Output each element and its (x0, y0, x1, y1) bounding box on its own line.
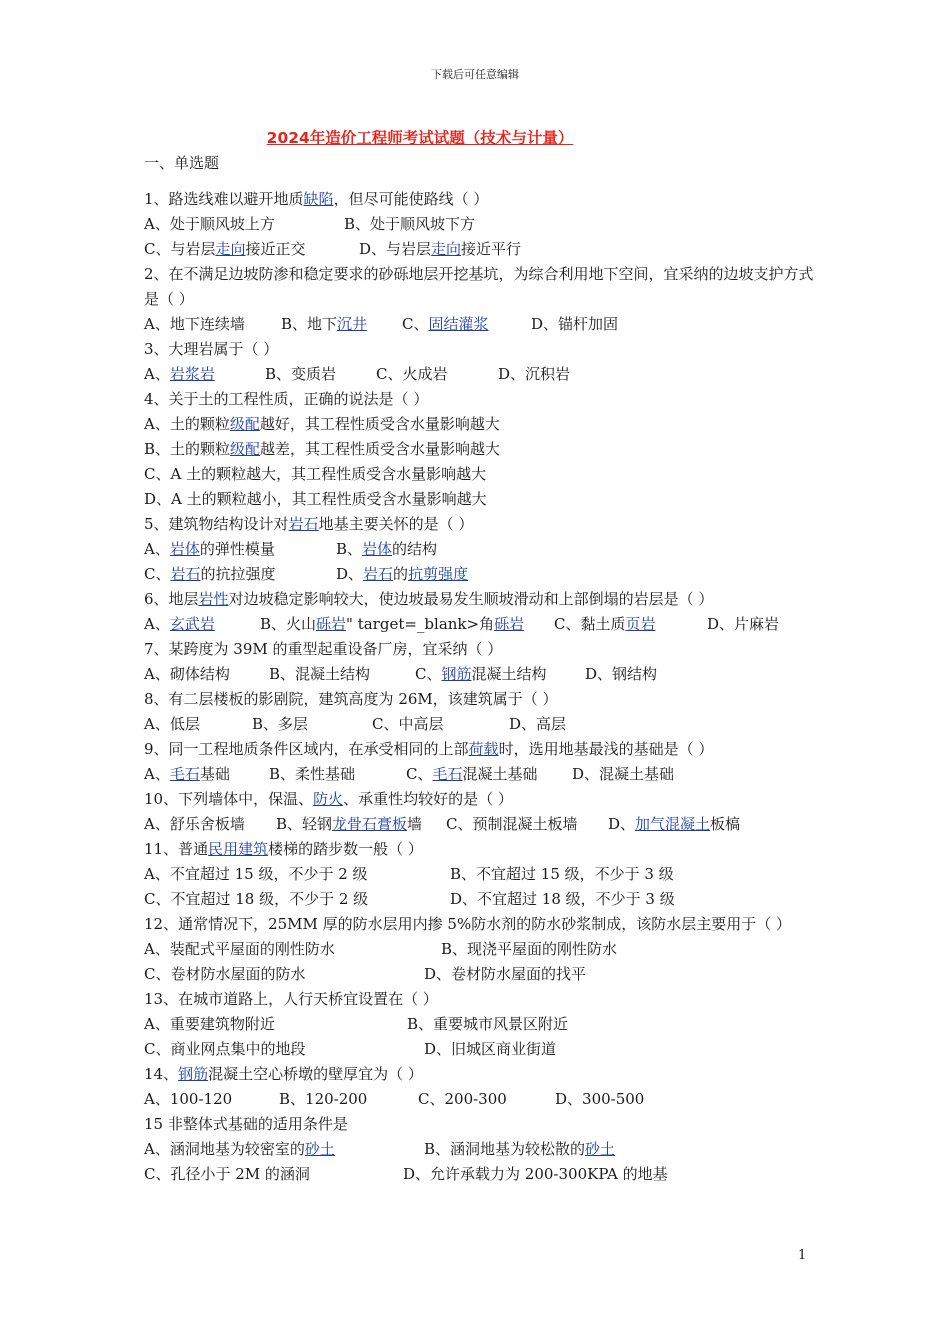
document-title-text: 2024年造价工程师考试试题（技术与计量） (266, 129, 574, 147)
answer-option (144, 662, 269, 687)
text-segment: D、 (336, 565, 364, 583)
text-segment: 混凝土结构 (471, 665, 547, 683)
answer-option (555, 1087, 644, 1112)
text-segment: 2、在不满足边坡防渗和稳定要求的砂砾地层开挖基坑，为综合利用地下空间，宜采纳的边坡支护方式是（ ） (144, 265, 814, 308)
text-segment: 楼梯的踏步数一般（ ） (268, 840, 423, 858)
answer-option (144, 237, 359, 262)
answer-option (144, 1012, 407, 1037)
text-segment: 1、路选线难以避开地质 (144, 190, 304, 208)
text-segment: B、轻钢 (276, 815, 333, 833)
text-segment: 时，选用地基最浅的基础是（ ） (498, 740, 714, 758)
answer-option (424, 1037, 556, 1062)
answer-option (144, 362, 265, 387)
text-segment: A、处于顺风坡上方 (144, 215, 275, 233)
answer-option (415, 662, 585, 687)
answer-option (144, 937, 441, 962)
answer-option (531, 312, 618, 337)
text-segment: B、现浇平屋面的刚性防水 (441, 940, 618, 958)
text-segment: D、沉积岩 (498, 365, 571, 383)
text-segment: B、涵洞地基为较松散的 (424, 1140, 586, 1158)
answer-option (144, 537, 336, 562)
answer-option (144, 762, 269, 787)
keyword-link[interactable]: 砾岩 (316, 615, 347, 633)
text-segment: 基础 (199, 765, 230, 783)
answer-option (144, 962, 424, 987)
text-segment: D、300-500 (555, 1090, 645, 1108)
text-segment: A、重要建筑物附近 (144, 1015, 275, 1033)
answer-option (441, 937, 617, 962)
answer-option (144, 212, 344, 237)
keyword-link[interactable]: 岩体 (362, 540, 393, 558)
answer-option (144, 1037, 424, 1062)
text-segment: D、锚杆加固 (531, 315, 619, 333)
page-header: 下载后可任意编辑 (431, 68, 519, 81)
text-segment: A、100-120 (144, 1090, 233, 1108)
text-segment: D、允许承载力为 200-300KPA 的地基 (403, 1165, 668, 1183)
text-segment: C、预制混凝土板墙 (446, 815, 578, 833)
answer-option (406, 762, 572, 787)
text-segment: 5、建筑物结构设计对 (144, 515, 289, 533)
answer-options-line (144, 762, 814, 787)
keyword-link[interactable]: 走向 (431, 240, 462, 258)
answer-options-line (144, 812, 814, 837)
text-segment: C、商业网点集中的地段 (144, 1040, 306, 1058)
answer-option (144, 1137, 424, 1162)
text-segment: B、变质岩 (265, 365, 337, 383)
text-segment: 6、地层 (144, 590, 199, 608)
answer-option (144, 612, 260, 637)
answer-option (585, 662, 657, 687)
keyword-link[interactable]: 级配 (230, 440, 261, 458)
answer-option (572, 762, 674, 787)
answer-option (144, 1087, 279, 1112)
question-line (144, 1062, 814, 1087)
question-line (144, 737, 814, 762)
text-segment: D、与岩层 (359, 240, 432, 258)
answer-option (269, 762, 406, 787)
text-segment: 13、在城市道路上，人行天桥宜设置在（ ） (144, 990, 438, 1008)
answer-options-line (144, 862, 814, 887)
answer-option (265, 362, 376, 387)
text-segment: C、 (402, 315, 429, 333)
text-segment: C、火成岩 (376, 365, 448, 383)
answer-options-line (144, 1087, 814, 1112)
text-segment: B、不宜超过 15 级，不少于 3 级 (450, 865, 674, 883)
text-segment: C、 (415, 665, 442, 683)
keyword-link[interactable]: 沉井 (337, 315, 368, 333)
text-segment: C、200-300 (418, 1090, 507, 1108)
question-line (144, 587, 814, 612)
document-title (0, 126, 840, 148)
answer-option (707, 612, 779, 637)
keyword-link[interactable]: 加气混凝土 (635, 815, 711, 833)
text-segment: 地基主要关怀的是（ ） (318, 515, 474, 533)
answer-options-line (144, 537, 814, 562)
question-line (144, 337, 814, 362)
keyword-link[interactable]: 民用建筑 (208, 840, 269, 858)
keyword-link[interactable]: 毛石 (169, 765, 200, 783)
question-line (144, 262, 814, 312)
answer-option (144, 312, 281, 337)
answer-options-line (144, 1137, 814, 1162)
keyword-link[interactable]: 走向 (215, 240, 246, 258)
keyword-link[interactable]: 页岩 (625, 615, 656, 633)
keyword-link[interactable]: 岩性 (198, 590, 229, 608)
text-segment: 混凝土空心桥墩的壁厚宜为（ ） (208, 1065, 423, 1083)
keyword-link[interactable]: 缺陷 (303, 190, 334, 208)
keyword-link[interactable]: 岩石 (288, 515, 319, 533)
text-segment: 混凝土基础 (462, 765, 538, 783)
text-segment: 越好，其工程性质受含水量影响越大 (259, 415, 500, 433)
text-segment: A、涵洞地基为较密室的 (144, 1140, 305, 1158)
answer-options-line (144, 1162, 814, 1187)
question-line (144, 487, 814, 512)
text-segment: C、与岩层 (144, 240, 216, 258)
answer-option (403, 1162, 668, 1187)
answer-option (144, 712, 252, 737)
answer-option (608, 812, 740, 837)
answer-options-line (144, 937, 814, 962)
text-segment: C、不宜超过 18 级，不少于 2 级 (144, 890, 369, 908)
question-line (144, 462, 814, 487)
text-segment: 12、通常情况下，25MM 厚的防水层用内掺 5%防水剂的防水砂浆制成，该防水层主要用于（ ） (144, 915, 791, 933)
keyword-link[interactable]: 钢筋 (441, 665, 472, 683)
text-segment: D、旧城区商业街道 (424, 1040, 557, 1058)
question-line (144, 837, 814, 862)
answer-option (418, 1087, 555, 1112)
text-segment: A、土的颗粒 (144, 415, 230, 433)
text-segment: C、黏土质 (554, 615, 626, 633)
text-segment: 墙 (407, 815, 423, 833)
question-line (144, 437, 814, 462)
text-segment: D、不宜超过 18 级，不少于 3 级 (450, 890, 675, 908)
text-segment: B、混凝土结构 (269, 665, 371, 683)
text-segment: 4、关于土的工程性质，正确的说法是（ ） (144, 390, 429, 408)
answer-option (450, 862, 674, 887)
answer-options-line (144, 237, 814, 262)
text-segment: A、不宜超过 15 级，不少于 2 级 (144, 865, 368, 883)
answer-options-line (144, 362, 814, 387)
answer-option (450, 887, 675, 912)
text-segment: 的弹性模量 (199, 540, 275, 558)
question-line (144, 787, 814, 812)
answer-option (554, 612, 707, 637)
text-segment: 接近平行 (461, 240, 522, 258)
text-segment: D、卷材防水屋面的找平 (424, 965, 587, 983)
answer-option (446, 812, 608, 837)
answer-option (276, 812, 446, 837)
keyword-link[interactable]: 砂土 (304, 1140, 335, 1158)
text-segment: 11、普通 (144, 840, 209, 858)
text-segment: A、地下连续墙 (144, 315, 245, 333)
text-segment: 的结构 (392, 540, 438, 558)
answer-option (144, 887, 450, 912)
text-segment: 3、大理岩属于（ ） (144, 340, 279, 358)
text-segment: A、 (144, 765, 170, 783)
answer-option (336, 537, 437, 562)
answer-options-line (144, 1037, 814, 1062)
answer-options-line (144, 1012, 814, 1037)
keyword-link[interactable]: 砂土 (585, 1140, 616, 1158)
question-line (144, 687, 814, 712)
text-segment: 9、同一工程地质条件区域内，在承受相同的上部 (144, 740, 469, 758)
answer-options-line (144, 662, 814, 687)
text-segment: B、 (336, 540, 363, 558)
question-line (144, 987, 814, 1012)
keyword-link[interactable]: 抗剪强度 (408, 565, 469, 583)
answer-option (424, 962, 586, 987)
answer-option (260, 612, 554, 637)
answer-options-line (144, 712, 814, 737)
keyword-link[interactable]: 防火 (313, 790, 344, 808)
question-line (144, 412, 814, 437)
text-segment: 的抗拉强度 (200, 565, 276, 583)
keyword-link[interactable]: 毛石 (432, 765, 463, 783)
question-line (144, 387, 814, 412)
text-segment: 接近正交 (245, 240, 306, 258)
keyword-link[interactable]: 岩浆岩 (169, 365, 215, 383)
keyword-link[interactable]: 砾岩 (494, 615, 525, 633)
answer-option (336, 562, 468, 587)
text-segment: 10、下列墙体中，保温、 (144, 790, 314, 808)
question-line (144, 912, 814, 937)
answer-option (376, 362, 498, 387)
text-segment: C、A 土的颗粒越大，其工程性质受含水量影响越大 (144, 465, 487, 483)
text-segment: A、 (144, 365, 170, 383)
text-segment: " target=_blank>角 (346, 615, 495, 633)
text-segment: 8、有二层楼板的影剧院，建筑高度为 26M，该建筑属于（ ） (144, 690, 558, 708)
answer-options-line (144, 312, 814, 337)
answer-options-line (144, 562, 814, 587)
answer-option (279, 1087, 418, 1112)
text-segment: D、混凝土基础 (572, 765, 675, 783)
answer-option (359, 237, 521, 262)
text-segment: ，但尽可能使路线（ ） (333, 190, 489, 208)
question-line (144, 637, 814, 662)
text-segment: D、A 土的颗粒越小，其工程性质受含水量影响越大 (144, 490, 487, 508)
section-heading: 一、单选题 (144, 154, 220, 172)
answer-option (344, 212, 475, 237)
answer-option (144, 562, 336, 587)
question-line (144, 512, 814, 537)
keyword-link[interactable]: 龙骨石膏板 (332, 815, 408, 833)
text-segment: B、柔性基础 (269, 765, 356, 783)
text-segment: 15 非整体式基础的适用条件是 (144, 1115, 348, 1133)
keyword-link[interactable]: 玄武岩 (169, 615, 215, 633)
answer-option (402, 312, 531, 337)
text-segment: A、低层 (144, 715, 200, 733)
text-segment: D、钢结构 (585, 665, 658, 683)
answer-options-line (144, 887, 814, 912)
text-segment: B、120-200 (279, 1090, 368, 1108)
answer-option (407, 1012, 568, 1037)
text-segment: 7、某跨度为 39M 的重型起重设备厂房，宜采纳（ ） (144, 640, 503, 658)
keyword-link[interactable]: 钢筋 (178, 1065, 209, 1083)
question-line (144, 1112, 814, 1137)
answer-option (144, 812, 276, 837)
keyword-link[interactable]: 荷载 (468, 740, 499, 758)
text-segment: 越差，其工程性质受含水量影响越大 (260, 440, 501, 458)
text-segment: 、承重性均较好的是（ ） (343, 790, 513, 808)
text-segment: A、舒乐舍板墙 (144, 815, 245, 833)
text-segment: 的 (393, 565, 409, 583)
answer-options-line (144, 212, 814, 237)
text-segment: C、 (144, 565, 171, 583)
text-segment: B、火山 (260, 615, 317, 633)
text-segment: B、土的颗粒 (144, 440, 231, 458)
text-segment: B、重要城市风景区附近 (407, 1015, 569, 1033)
text-segment: A、 (144, 615, 170, 633)
text-segment: C、孔径小于 2M 的涵洞 (144, 1165, 310, 1183)
text-segment: B、处于顺风坡下方 (344, 215, 476, 233)
text-segment: C、中高层 (372, 715, 444, 733)
text-segment: A、 (144, 540, 170, 558)
keyword-link[interactable]: 固结灌浆 (428, 315, 489, 333)
keyword-link[interactable]: 岩石 (363, 565, 394, 583)
answer-option (372, 712, 509, 737)
page-number: 1 (798, 1248, 807, 1263)
question-list (144, 187, 814, 1187)
answer-options-line (144, 962, 814, 987)
text-segment: A、砌体结构 (144, 665, 230, 683)
keyword-link[interactable]: 岩体 (169, 540, 200, 558)
answer-option (252, 712, 372, 737)
text-segment: A、装配式平屋面的刚性防水 (144, 940, 335, 958)
text-segment: B、地下 (281, 315, 338, 333)
answer-option (269, 662, 415, 687)
answer-option (424, 1137, 615, 1162)
answer-option (144, 1162, 403, 1187)
answer-option (144, 862, 450, 887)
answer-option (509, 712, 566, 737)
text-segment: C、 (406, 765, 433, 783)
text-segment: D、片麻岩 (707, 615, 780, 633)
keyword-link[interactable]: 岩石 (170, 565, 201, 583)
text-segment: B、多层 (252, 715, 309, 733)
text-segment: C、卷材防水屋面的防水 (144, 965, 306, 983)
keyword-link[interactable]: 级配 (229, 415, 260, 433)
text-segment: D、 (608, 815, 636, 833)
answer-option (498, 362, 570, 387)
text-segment: 对边坡稳定影响较大，使边坡最易发生顺坡滑动和上部倒塌的岩层是（ ） (228, 590, 714, 608)
text-segment: 板槁 (710, 815, 741, 833)
answer-option (281, 312, 402, 337)
question-line (144, 187, 814, 212)
answer-options-line (144, 612, 814, 637)
text-segment: D、高层 (509, 715, 567, 733)
text-segment: 14、 (144, 1065, 179, 1083)
